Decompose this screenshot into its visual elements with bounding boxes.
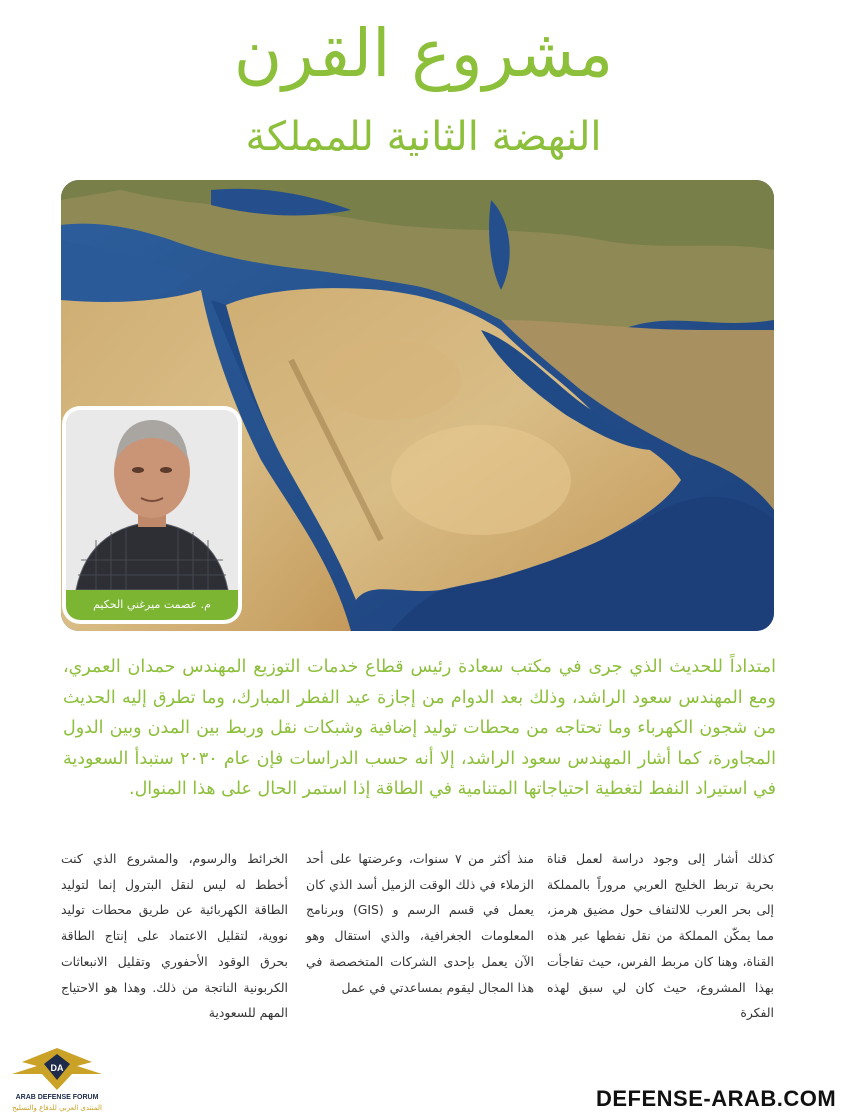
portrait-caption: م. عصمت ميرغني الحكيم	[66, 590, 238, 620]
body-column-left: الخرائط والرسوم، والمشروع الذي كنت أخطط له ليس لنقل البترول إنما لتوليد الطاقة الكهربائية عن طريق محطات توليد نووية، لتقليل الاعتماد على إنتاج الطاقة بحرق الوقود الأحفوري وتقليل الانبعاثات الكربونية الناتجة من ذلك. وهذا هو الاحتياج المهم للسعودية	[61, 851, 288, 1021]
author-portrait	[66, 410, 238, 620]
lead-paragraph: امتداداً للحديث الذي جرى في مكتب سعادة رئيس قطاع خدمات التوزيع المهندس حمدان العمري، ومع المهندس سعود الراشد، وذلك بعد الدوام من إجازة عيد الفطر المبارك، وما تطرق إليه الحديث من شجون الكهرباء وما تحتاجه من محطات توليد إضافية وشبكات نقل وربط بين المدن وبين الدول المجاورة، كما أشار المهندس سعود الراشد، إلا أنه حسب الدراسات فإن عام ٢٠٣٠ ستبدأ السعودية في استيراد النفط لتغطية احتياجاتها المتنامية في الطاقة إذا استمر الحال على هذا المنوال.	[63, 657, 777, 800]
article-title: مشروع القرن	[233, 15, 614, 92]
body-column-middle: منذ أكثر من ٧ سنوات، وعرضتها على أحد الزملاء في ذلك الوقت الزميل أسد الذي كان يعمل في قسم الرسم و (GIS) وبرنامج المعلومات الجغرافية، والذي استقال وهو الآن يعمل بإحدى الشركات المتخصصة في هذا المجال ليقوم بمساعدتي في عمل	[306, 851, 535, 995]
forum-logo	[2, 1040, 112, 1116]
eagle-emblem-icon	[2, 1040, 112, 1096]
article-subtitle: النهضة الثانية للمملكة	[245, 114, 602, 160]
forum-name: ARAB DEFENSE FORUM	[15, 1094, 99, 1101]
body-column-right: كذلك أشار إلى وجود دراسة لعمل قناة بحرية تربط الخليج العربي مروراً بالمملكة إلى بحر العرب للالتفاف حول مضيق هرمز، مما يمكّن المملكة من نقل نفطها عبر هذه القناة، وهنا كان مربط الفرس، حيث تفاجأت بهذا المشروع، حيث كان لي سبق لهذه الفكرة	[547, 851, 774, 1021]
forum-mark-text: DA	[50, 1063, 64, 1073]
author-photo-icon	[66, 410, 238, 590]
site-watermark-link[interactable]: DEFENSE-ARAB.COM	[596, 1086, 837, 1111]
forum-name-arabic: المنتدى العربي للدفاع والتسليح	[12, 1104, 102, 1112]
